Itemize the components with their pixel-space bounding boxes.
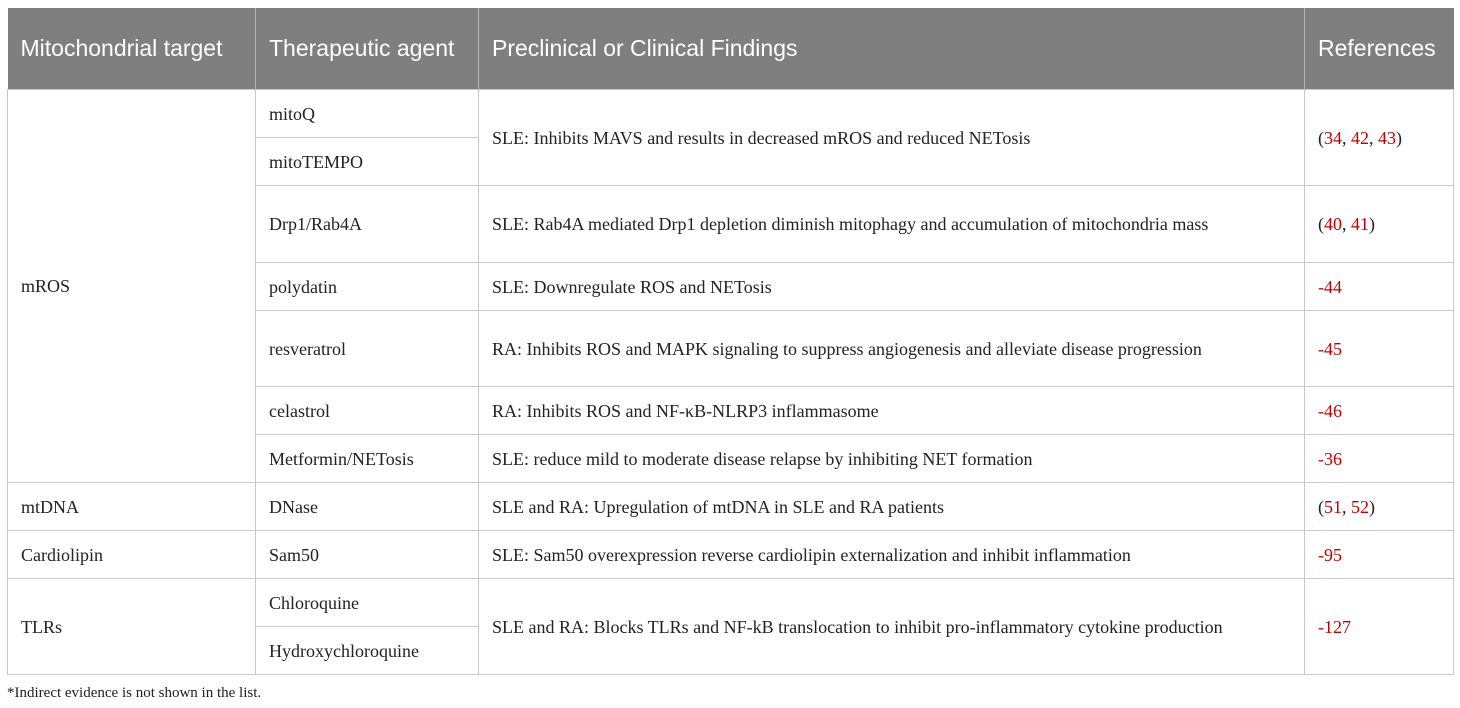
reference-link[interactable]: 41 [1351, 214, 1369, 234]
reference-link[interactable]: -95 [1318, 544, 1342, 565]
reference-cell [1305, 579, 1454, 675]
header-mitochondrial-target: Mitochondrial target [8, 8, 256, 90]
finding-cell: SLE: Downregulate ROS and NETosis [479, 263, 1305, 311]
finding-cell: RA: Inhibits ROS and NF-κB-NLRP3 inflammasome [479, 387, 1305, 435]
finding-cell: SLE: Rab4A mediated Drp1 depletion diminish mitophagy and accumulation of mitochondria mass [479, 186, 1305, 263]
agent-cell: mitoQ [256, 90, 479, 138]
reference-cell [1305, 387, 1454, 435]
agent-cell: Hydroxychloroquine [256, 627, 479, 675]
agent-cell: celastrol [256, 387, 479, 435]
agent-cell: mitoTEMPO [256, 138, 479, 186]
table-row [8, 531, 1454, 579]
target-cell: mtDNA [8, 483, 256, 531]
reference-link[interactable]: -44 [1318, 276, 1342, 297]
agent-cell: Drp1/Rab4A [256, 186, 479, 263]
reference-cell [1305, 263, 1454, 311]
target-cell: TLRs [8, 579, 256, 675]
agent-cell: polydatin [256, 263, 479, 311]
table-row [8, 579, 1454, 627]
agent-cell: resveratrol [256, 311, 479, 387]
finding-cell: SLE: Inhibits MAVS and results in decreased mROS and reduced NETosis [479, 90, 1305, 186]
table-row [8, 90, 1454, 138]
agent-cell: Metformin/NETosis [256, 435, 479, 483]
reference-cell: (40, 41) [1305, 186, 1454, 263]
finding-cell: SLE: Sam50 overexpression reverse cardiolipin externalization and inhibit inflammation [479, 531, 1305, 579]
header-row [8, 8, 1454, 90]
table-row [8, 483, 1454, 531]
reference-cell [1305, 311, 1454, 387]
reference-link[interactable]: -45 [1318, 338, 1342, 359]
agent-cell: DNase [256, 483, 479, 531]
header-findings: Preclinical or Clinical Findings [479, 8, 1305, 90]
reference-link[interactable]: 34 [1324, 127, 1342, 148]
finding-cell: SLE and RA: Blocks TLRs and NF-kB translocation to inhibit pro-inflammatory cytokine production [479, 579, 1305, 675]
header-references: References [1305, 8, 1454, 90]
reference-link[interactable]: 43 [1378, 127, 1396, 148]
header-therapeutic-agent: Therapeutic agent [256, 8, 479, 90]
agent-cell: Sam50 [256, 531, 479, 579]
agent-cell: Chloroquine [256, 579, 479, 627]
finding-cell: RA: Inhibits ROS and MAPK signaling to suppress angiogenesis and alleviate disease progression [479, 311, 1305, 387]
reference-link[interactable]: 52 [1351, 496, 1369, 517]
reference-cell: (34, 42, 43) [1305, 90, 1454, 186]
reference-cell [1305, 531, 1454, 579]
reference-link[interactable]: -36 [1318, 448, 1342, 469]
reference-cell [1305, 435, 1454, 483]
reference-link[interactable]: -127 [1318, 616, 1351, 637]
reference-link[interactable]: 40 [1324, 214, 1342, 234]
reference-link[interactable]: 42 [1351, 127, 1369, 148]
finding-cell: SLE and RA: Upregulation of mtDNA in SLE and RA patients [479, 483, 1305, 531]
reference-link[interactable]: -46 [1318, 400, 1342, 421]
target-cell: mROS [8, 90, 256, 483]
reference-link[interactable]: 51 [1324, 496, 1342, 517]
target-cell: Cardiolipin [8, 531, 256, 579]
finding-cell: SLE: reduce mild to moderate disease relapse by inhibiting NET formation [479, 435, 1305, 483]
footnote: *Indirect evidence is not shown in the list. [7, 685, 262, 701]
findings-table [7, 8, 1454, 675]
reference-cell: (51, 52) [1305, 483, 1454, 531]
